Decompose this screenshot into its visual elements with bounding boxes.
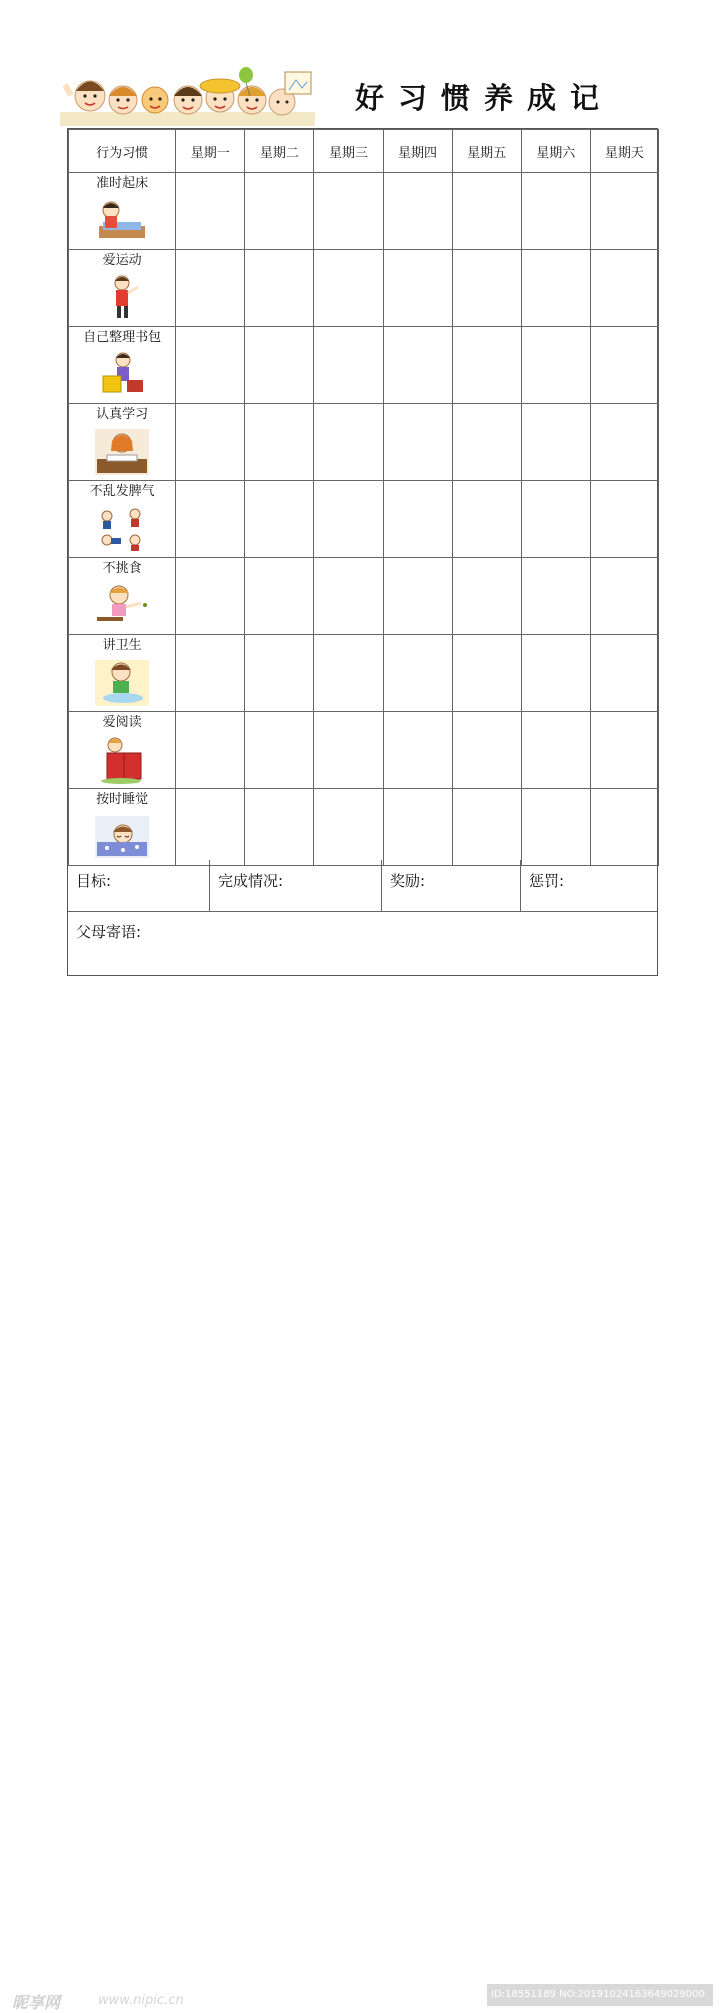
parent-note-label: 父母寄语: (76, 923, 142, 941)
studying-girl-icon (93, 427, 151, 477)
checkin-cell[interactable] (314, 327, 383, 404)
habit-label: 爱阅读 (102, 715, 142, 730)
checkin-cell[interactable] (245, 404, 314, 481)
checkin-cell[interactable] (521, 327, 590, 404)
habit-label: 不乱发脾气 (89, 484, 155, 499)
table-row (69, 712, 659, 789)
habit-label: 按时睡觉 (96, 792, 149, 807)
watermark-site: www.nipic.cn (98, 1993, 184, 2008)
drawing-paper-icon (285, 72, 311, 94)
checkin-cell[interactable] (521, 404, 590, 481)
table-row (69, 327, 659, 404)
checkin-cell[interactable] (452, 404, 521, 481)
checkin-cell[interactable] (176, 558, 245, 635)
checkin-cell[interactable] (245, 481, 314, 558)
checkin-cell[interactable] (452, 250, 521, 327)
table-row (69, 173, 659, 250)
checkin-cell[interactable] (383, 789, 452, 866)
goal-field[interactable] (68, 860, 210, 911)
page-title: 好习惯养成记 (355, 81, 614, 115)
habit-cell (69, 635, 176, 712)
habit-cell (69, 327, 176, 404)
checkin-cell[interactable] (383, 558, 452, 635)
checkin-cell[interactable] (452, 789, 521, 866)
checkin-cell[interactable] (590, 712, 658, 789)
checkin-cell[interactable] (176, 250, 245, 327)
checkin-cell[interactable] (314, 635, 383, 712)
pack-schoolbag-icon (93, 350, 151, 400)
checkin-cell[interactable] (590, 481, 658, 558)
habit-chart-sheet (67, 128, 658, 976)
reward-field[interactable] (382, 860, 521, 911)
checkin-cell[interactable] (176, 635, 245, 712)
reward-label: 奖励: (390, 872, 426, 890)
checkin-cell[interactable] (176, 327, 245, 404)
checkin-cell[interactable] (176, 481, 245, 558)
checkin-cell[interactable] (314, 789, 383, 866)
checkin-cell[interactable] (452, 173, 521, 250)
table-row (69, 558, 659, 635)
checkin-cell[interactable] (590, 327, 658, 404)
checkin-cell[interactable] (245, 173, 314, 250)
checkin-cell[interactable] (452, 558, 521, 635)
checkin-cell[interactable] (245, 327, 314, 404)
checkin-cell[interactable] (383, 327, 452, 404)
penalty-label: 惩罚: (529, 872, 565, 890)
checkin-cell[interactable] (383, 250, 452, 327)
table-row (69, 404, 659, 481)
exercise-kid-icon (93, 273, 151, 323)
checkin-cell[interactable] (590, 558, 658, 635)
habit-cell (69, 404, 176, 481)
checkin-cell[interactable] (521, 712, 590, 789)
checkin-cell[interactable] (521, 789, 590, 866)
habit-cell (69, 789, 176, 866)
image-id-bar: ID:18551189 NO:20191024163649029000 (487, 1984, 713, 2006)
header-row (69, 130, 659, 173)
checkin-cell[interactable] (245, 712, 314, 789)
washing-hands-icon (93, 658, 151, 708)
column-header-tuesday: 星期二 (245, 130, 314, 173)
tantrum-kids-icon (93, 504, 151, 554)
habit-label: 认真学习 (96, 407, 149, 422)
eating-girl-icon (93, 581, 151, 631)
habit-label: 准时起床 (96, 176, 149, 191)
habit-label: 不挑食 (102, 561, 142, 576)
kids-banner-illustration (60, 66, 315, 128)
checkin-cell[interactable] (383, 635, 452, 712)
sleeping-kid-icon (93, 812, 151, 862)
checkin-cell[interactable] (590, 404, 658, 481)
checkin-cell[interactable] (314, 558, 383, 635)
habit-cell (69, 481, 176, 558)
watermark-logo: 昵享网 (12, 1993, 61, 2012)
column-header-sunday: 星期天 (590, 130, 658, 173)
table-row (69, 789, 659, 866)
completion-field[interactable] (210, 860, 382, 911)
kid-face-4-icon (174, 86, 202, 114)
habit-cell (69, 558, 176, 635)
checkin-cell[interactable] (176, 712, 245, 789)
reading-book-icon (93, 735, 151, 785)
checkin-cell[interactable] (383, 404, 452, 481)
checkin-cell[interactable] (176, 404, 245, 481)
checkin-cell[interactable] (452, 481, 521, 558)
habit-cell (69, 712, 176, 789)
column-header-monday: 星期一 (176, 130, 245, 173)
kid-face-6-icon (238, 86, 266, 114)
watermark-footer (0, 991, 725, 2012)
checkin-cell[interactable] (176, 789, 245, 866)
column-header-friday: 星期五 (452, 130, 521, 173)
habit-table (68, 129, 659, 866)
habit-cell (69, 173, 176, 250)
penalty-field[interactable] (521, 860, 657, 911)
checkin-cell[interactable] (314, 404, 383, 481)
checkin-cell[interactable] (521, 635, 590, 712)
completion-label: 完成情况: (218, 872, 284, 890)
checkin-cell[interactable] (452, 635, 521, 712)
table-row (69, 635, 659, 712)
checkin-cell[interactable] (590, 173, 658, 250)
checkin-cell[interactable] (383, 173, 452, 250)
kid-face-3-icon (142, 87, 168, 113)
habit-cell (69, 250, 176, 327)
checkin-cell[interactable] (383, 712, 452, 789)
column-header-thursday: 星期四 (383, 130, 452, 173)
wake-up-bed-icon (93, 196, 151, 246)
column-header-saturday: 星期六 (521, 130, 590, 173)
habit-label: 讲卫生 (102, 638, 142, 653)
checkin-cell[interactable] (521, 558, 590, 635)
checkin-cell[interactable] (314, 712, 383, 789)
checkin-cell[interactable] (245, 789, 314, 866)
checkin-cell[interactable] (314, 481, 383, 558)
goal-label: 目标: (76, 872, 112, 890)
checkin-cell[interactable] (452, 712, 521, 789)
checkin-cell[interactable] (245, 558, 314, 635)
kid-face-2-icon (109, 86, 137, 114)
checkin-cell[interactable] (245, 635, 314, 712)
checkin-cell[interactable] (383, 481, 452, 558)
summary-row (68, 860, 657, 912)
checkin-cell[interactable] (590, 250, 658, 327)
column-header-wednesday: 星期三 (314, 130, 383, 173)
checkin-cell[interactable] (590, 789, 658, 866)
table-row (69, 250, 659, 327)
habit-label: 爱运动 (102, 253, 142, 268)
habit-label: 自己整理书包 (83, 330, 162, 345)
checkin-cell[interactable] (245, 250, 314, 327)
checkin-cell[interactable] (452, 327, 521, 404)
checkin-cell[interactable] (521, 173, 590, 250)
table-row (69, 481, 659, 558)
checkin-cell[interactable] (590, 635, 658, 712)
checkin-cell[interactable] (314, 173, 383, 250)
checkin-cell[interactable] (521, 250, 590, 327)
column-header-habit: 行为习惯 (69, 130, 176, 173)
checkin-cell[interactable] (521, 481, 590, 558)
checkin-cell[interactable] (176, 173, 245, 250)
checkin-cell[interactable] (314, 250, 383, 327)
